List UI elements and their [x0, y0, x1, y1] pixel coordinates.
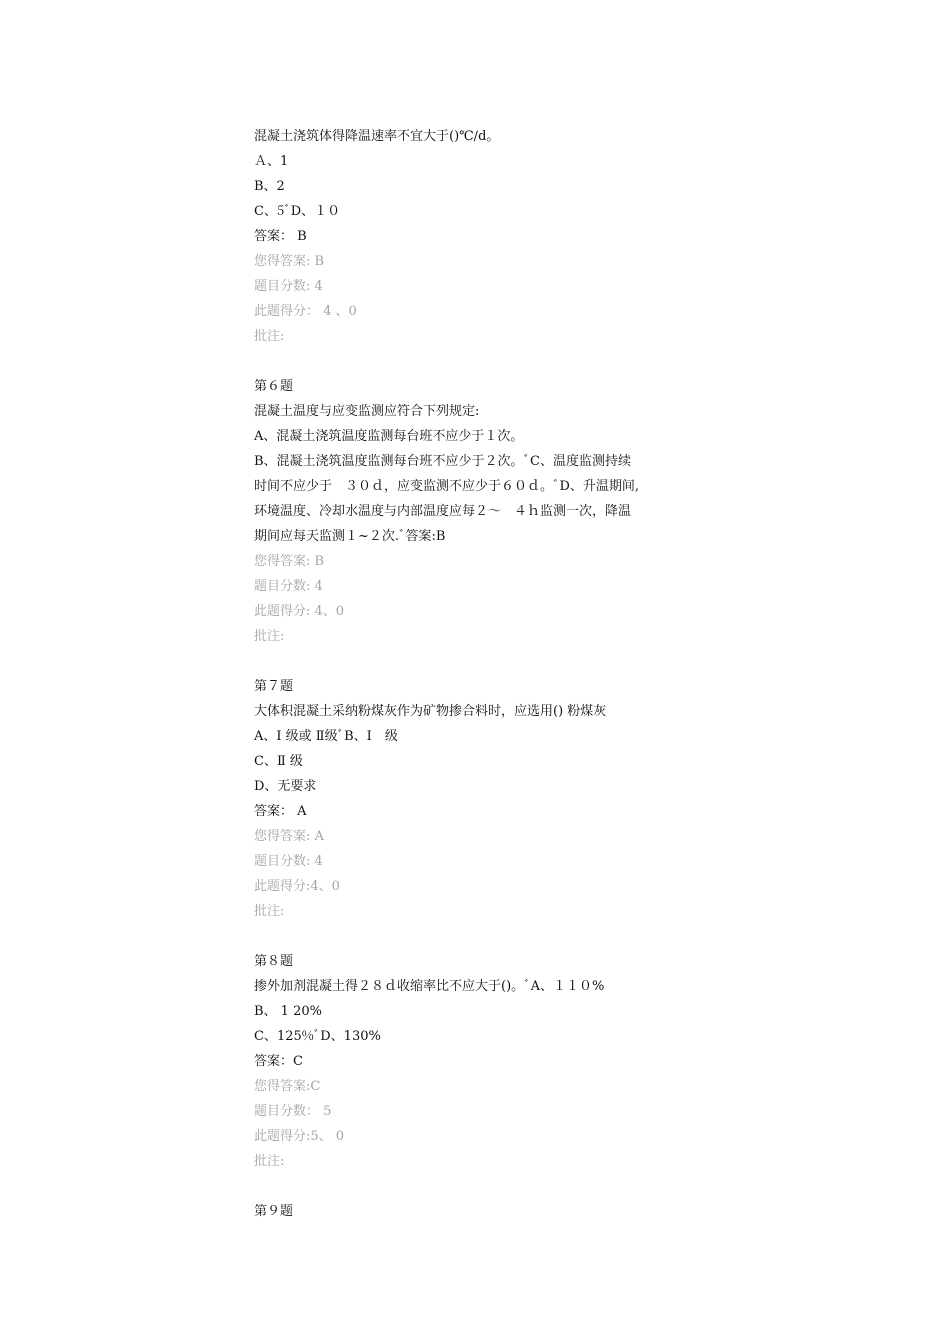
question-8-stem: 掺外加剂混凝土得２８ｄ收缩率比不应大于()。ﾞA、１１０%	[254, 979, 605, 994]
question-6-title: 第６题	[254, 379, 294, 394]
question-7-your-answer: 您得答案: A	[254, 829, 324, 844]
spacer	[254, 649, 704, 674]
question-5-option-c-d: C、5ﾞD、１０	[254, 204, 341, 219]
question-5-got: 此题得分： 4 、0	[254, 304, 357, 319]
question-8-your-answer: 您得答案:C	[254, 1079, 321, 1094]
question-6-line-1: 混凝土温度与应变监测应符合下列规定:	[254, 404, 480, 419]
question-5-score: 题目分数: 4	[254, 279, 323, 294]
question-6-got: 此题得分: 4、0	[254, 604, 345, 619]
question-8-title: 第８题	[254, 954, 294, 969]
question-7-title: 第７题	[254, 679, 294, 694]
question-8-option-c-d: C、125%ﾞD、130%	[254, 1029, 381, 1044]
question-6-line-2: A、混凝土浇筑温度监测每台班不应少于１次。	[254, 429, 524, 444]
question-6-your-answer: 您得答案: B	[254, 554, 325, 569]
document-page	[254, 124, 704, 1224]
question-5-note: 批注:	[254, 329, 285, 344]
question-5-stem: 混凝土浇筑体得降温速率不宜大于()℃/d。	[254, 129, 500, 144]
question-8-note: 批注:	[254, 1154, 285, 1169]
question-7-stem: 大体积混凝土采纳粉煤灰作为矿物掺合料时，应选用() 粉煤灰	[254, 704, 607, 719]
question-5-option-a: Ａ、1	[254, 154, 289, 169]
question-5-option-b: B、2	[254, 179, 285, 194]
question-9-title: 第９题	[254, 1204, 294, 1219]
question-6-line-4: 时间不应少于 ３０ｄ，应变监测不应少于６０ｄ。ﾞD、升温期间,	[254, 479, 640, 494]
question-8-answer: 答案：C	[254, 1054, 303, 1069]
spacer	[254, 349, 704, 374]
question-7-answer: 答案： A	[254, 804, 307, 819]
question-7-option-d: D、无要求	[254, 779, 317, 794]
question-8-option-b: B、 1 20%	[254, 1004, 322, 1019]
spacer	[254, 924, 704, 949]
question-7-note: 批注:	[254, 904, 285, 919]
question-7-score: 题目分数: 4	[254, 854, 323, 869]
question-5-answer: 答案： B	[254, 229, 307, 244]
spacer	[254, 1174, 704, 1199]
question-6-score: 题目分数: 4	[254, 579, 323, 594]
question-8-score: 题目分数： 5	[254, 1104, 332, 1119]
question-6-line-6: 期间应每天监测１~２次.ﾞ答案:B	[254, 529, 446, 544]
question-6-line-3: B、混凝土浇筑温度监测每台班不应少于２次。ﾞC、温度监测持续	[254, 454, 632, 469]
question-7-option-c: C、Ⅱ 级	[254, 754, 303, 769]
question-7-got: 此题得分:4、0	[254, 879, 340, 894]
question-6-note: 批注:	[254, 629, 285, 644]
question-7-option-a-b: A、Ⅰ 级或 Ⅱ级ﾞB、Ⅰ 级	[254, 729, 398, 744]
question-8-got: 此题得分:5、 0	[254, 1129, 345, 1144]
question-6-line-5: 环境温度、冷却水温度与内部温度应每２～ ４ｈ监测一次，降温	[254, 504, 632, 519]
question-5-your-answer: 您得答案: B	[254, 254, 325, 269]
